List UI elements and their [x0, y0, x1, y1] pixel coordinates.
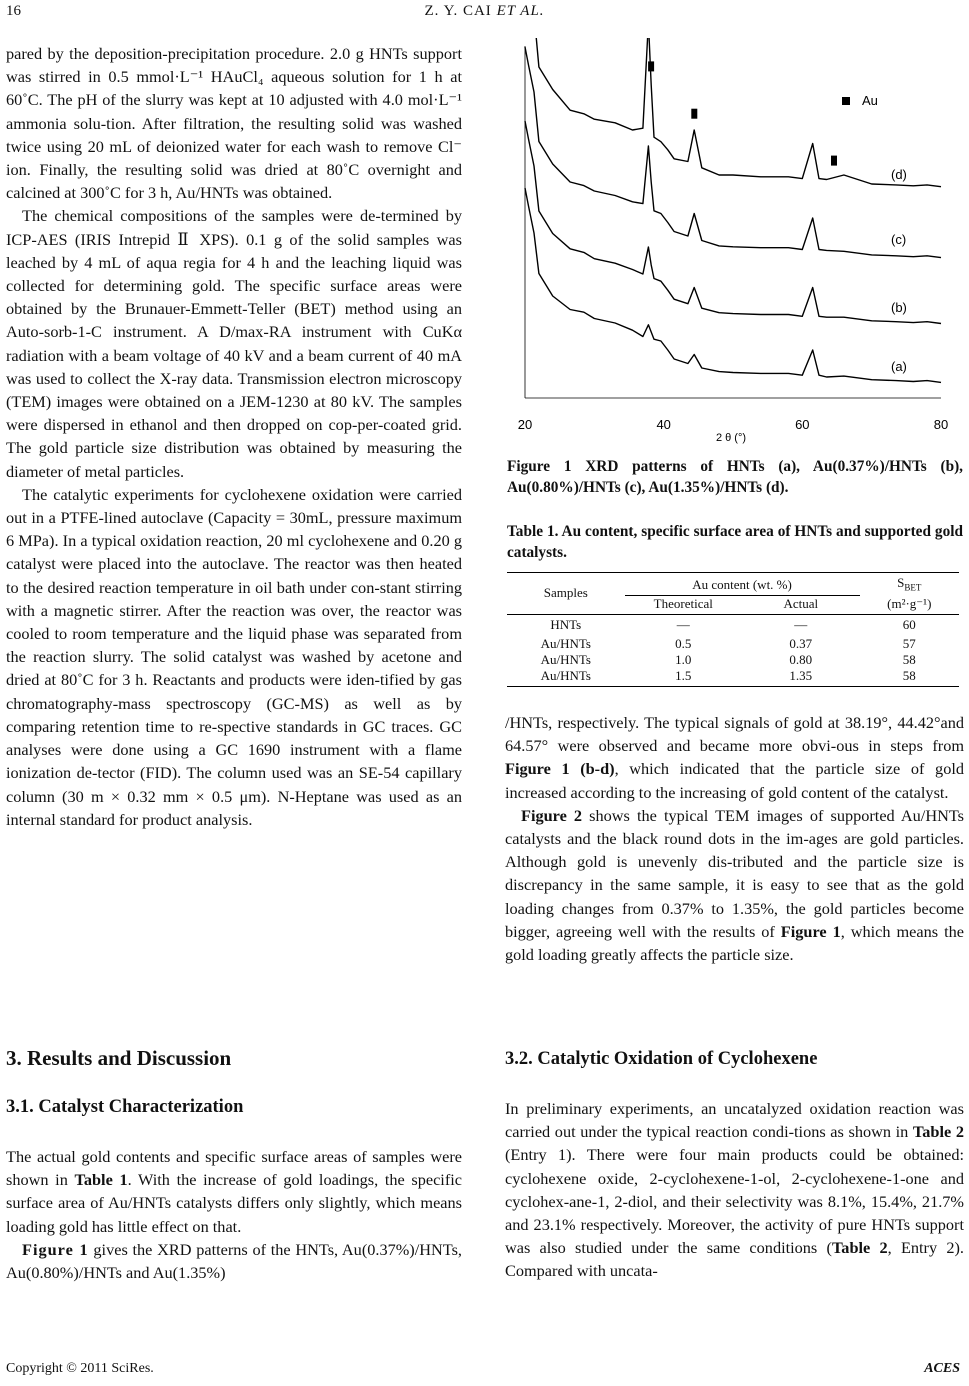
x-tick-label: 20	[517, 417, 533, 432]
trace-label-d: (d)	[891, 167, 907, 182]
figure1-ref-2[interactable]: Figure 1	[780, 921, 841, 941]
au-peak-marker	[648, 61, 654, 71]
header-theoretical: Theoretical	[653, 596, 713, 612]
x-tick-label: 80	[933, 417, 949, 432]
header-sbet-unit: (m²·g⁻¹)	[887, 595, 932, 611]
table-row: Au/HNTs 1.0 0.80 58	[540, 652, 916, 668]
subsection-heading-catalyst: 3.1. Catalyst Characterization	[6, 1097, 244, 1117]
paragraph-figure1-intro: Figure 1 gives the XRD patterns of the HNTs, Au(0.37%)/HNTs, Au(0.80%)/HNTs and Au(1.35%)	[6, 1239, 462, 1283]
paragraph-table1-discussion: The actual gold contents and specific surface areas of samples were shown in Table 1. With the increase of gold loadings, the specific surface area of Au/HNTs catalysts differs only slightly, which means loading gold has little effect on that.	[6, 1147, 462, 1236]
paragraph-characterization-methods: The chemical compositions of the samples were de-termined by ICP-AES (IRIS Intrepid Ⅱ XPS). 0.1 g of the solid samples was leached by 4 mL of aqua regia for 4 h and the leaching liquid was collected for determining gold. The specific surface areas were obtained by the Brunauer-Emmett-Teller (BET) method using an Auto-sorb-1-C instrument. A D/max-RA instrument with CuKα radiation with a beam voltage of 40 kV and a beam current of 40 mA was used to collect the X-ray data. Transmission electron microscopy (TEM) images were obtained on a JEM-1230 at 80 kV. The samples were dispersed in ethanol and then dropped on cop-per-coated grid. The gold particle size distribution was obtained by measuring the diameter of metal particles.	[6, 206, 462, 481]
table2-ref-2[interactable]: Table 2	[831, 1238, 888, 1258]
right-column	[505, 711, 964, 966]
figure1-caption: Figure 1 XRD patterns of HNTs (a), Au(0.37%)/HNTs (b), Au(0.80%)/HNTs (c), Au(1.35%)/HNTs (d).	[507, 458, 963, 496]
table1	[507, 572, 959, 687]
table-row: Au/HNTs 0.5 0.37 57	[540, 636, 916, 652]
copyright: Copyright © 2011 SciRes.	[6, 1361, 154, 1376]
running-header	[0, 3, 969, 20]
table2-ref[interactable]: Table 2	[912, 1122, 964, 1142]
xrd-chart	[505, 38, 965, 448]
section-heading-results: 3. Results and Discussion	[6, 1046, 232, 1070]
header-sbet: $S_{BET}$	[897, 575, 922, 593]
x-axis-label: 2 θ (°)	[715, 432, 747, 444]
trace-label-c: (c)	[891, 232, 907, 247]
paragraph-xrd-discussion: /HNTs, respectively. The typical signals of gold at 38.19°, 44.42°and 64.57° were observed and became more obvi-ous in steps from Figure 1 (b-d), which indicated that the particle size of gold increased according to the increasing of gold content of the catalyst.	[505, 713, 964, 802]
header-au-content: Au content (wt. %)	[625, 573, 860, 596]
right-column-bottom	[505, 1097, 964, 1283]
header-etal: ET AL.	[496, 3, 545, 19]
header-authors: Z. Y. CAI	[424, 3, 492, 19]
header-actual: Actual	[783, 596, 819, 612]
xrd-trace-d	[525, 38, 941, 187]
trace-label-a: (a)	[891, 359, 907, 374]
xrd-trace-a	[525, 188, 941, 382]
trace-label-b: (b)	[891, 300, 907, 315]
left-column	[6, 42, 462, 831]
left-column-bottom	[6, 1145, 462, 1284]
legend-label: Au	[862, 93, 878, 108]
paragraph-tem-discussion: Figure 2 shows the typical TEM images of supported Au/HNTs catalysts and the black round dots in the im-ages are gold particles. Although gold is unevenly dis-tributed and the particle size is discrepancy in the same sample, it is easy to see that as the gold loading changes from 0.37% to 1.35%, the gold particles become bigger, agreeing well with the results of Figure 1, which means the gold loading greatly affects the particle size.	[505, 805, 964, 965]
au-peak-marker	[691, 109, 697, 119]
x-tick-labels	[518, 417, 948, 432]
plot-area	[525, 38, 941, 398]
xrd-trace-c	[525, 47, 941, 258]
header-samples: Samples	[543, 584, 588, 600]
legend-marker	[842, 97, 850, 105]
table1-ref[interactable]: Table 1	[74, 1170, 128, 1190]
x-tick-label: 40	[656, 417, 671, 432]
table-row: Au/HNTs 1.5 1.35 58	[507, 668, 959, 687]
table-row: HNTs — — 60	[550, 617, 916, 633]
figure2-ref[interactable]: Figure 2	[521, 805, 583, 825]
subsection-heading-oxidation: 3.2. Catalytic Oxidation of Cyclohexene	[505, 1049, 818, 1069]
paragraph-catalytic-experiments: The catalytic experiments for cyclohexene oxidation were carried out in a PTFE-lined autoclave (Capacity = 30mL, pressure maximum 6 MPa). In a typical oxidation reaction, 20 ml cyclohexene and 0.20 g catalyst were placed into the autoclave. The reactor was then heated to the desired reaction temperature in oil bath under con-stant stirring with a magnetic stirrer. After the reaction was over, the reactor was cooled to room temperature and the liquid phase was separated from the reaction slurry. The solid catalyst was washed by acetone and dried at 80˚C for 3 h. Reactants and products were iden-tified by gas chromatography-mass spectroscopy (GC-MS) as well as by comparing retention time to re-spective standards in GC traces. GC analyses were done using a GC 1690 instrument with a flame ionization de-tector (FID). The column used was an SE-54 capillary column (30 m × 0.32 mm × 0.5 μm). N-Heptane was used as an internal standard for product analysis.	[6, 484, 462, 829]
journal-name: ACES	[924, 1361, 960, 1376]
paragraph-preparation: pared by the deposition-precipitation procedure. 2.0 g HNTs support was stirred in 0.5 mmol·L⁻¹ HAuCl₄ aqueous solution for 1 h at 60˚C. The pH of the slurry was kept at 10 adjusted with 4.0 mol·L⁻¹ ammonia solu-tion. After filtration, the resulting solid was washed twice using 20 mL of deionized water for each wash to remove Cl⁻ ion. Finally, the resulting solid was dried at 80˚C overnight and calcined at 300˚C for 3 h, Au/HNTs was obtained.	[6, 44, 462, 203]
xrd-trace-b	[525, 121, 941, 324]
page-number: 16	[6, 3, 21, 19]
table1-caption: Table 1. Au content, specific surface area of HNTs and supported gold catalysts.	[507, 523, 963, 561]
au-peak-marker	[831, 156, 837, 166]
x-tick-label: 60	[795, 417, 810, 432]
paragraph-oxidation: In preliminary experiments, an uncatalyzed oxidation reaction was carried out under the typical reaction condi-tions as shown in Table 2 (Entry 1). There were four main products could be obtained: cyclohexene oxide, 2-cyclohexene-1-ol, 2-cyclohexene-1-one and cyclohex-ane-1, 2-diol, and their selectivity was 8.1%, 15.4%, 21.7% and 23.1% respectively. Moreover, the activity of pure HNTs support was also studied under the same conditions (Table 2, Entry 2). Compared with uncata-	[505, 1099, 964, 1281]
figure1-ref[interactable]: Figure 1	[22, 1239, 89, 1259]
figure1-bd-ref[interactable]: Figure 1 (b-d)	[505, 759, 615, 779]
